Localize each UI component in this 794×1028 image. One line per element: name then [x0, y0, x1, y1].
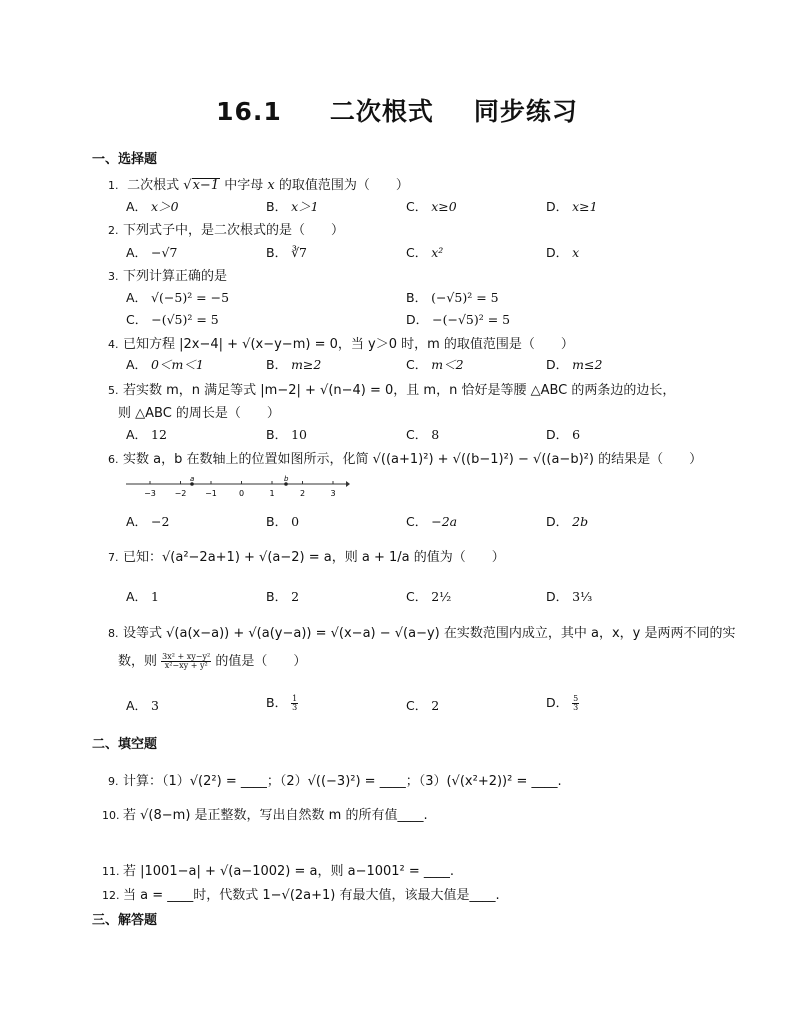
question-4: 4. 已知方程 |2x−4| + √(x−y−m) = 0，当 y＞0 时，m 的取值范围是（ ）	[108, 337, 574, 352]
option-a: A． −√7	[126, 245, 178, 260]
question-3: 3. 下列计算正确的是	[108, 269, 228, 284]
option-b: B． m≥2	[266, 357, 322, 372]
option-a: A． 1	[126, 589, 159, 604]
option-a: A． 3	[126, 698, 159, 713]
option-d: D． x	[546, 245, 580, 260]
question-6: 6. 实数 a，b 在数轴上的位置如图所示，化简 √((a+1)²) + √((b−1)²) − √((a−b)²) 的结果是（ ）	[108, 452, 703, 467]
number-line-tick-label: 1	[269, 489, 275, 498]
option-c: C． 8	[406, 427, 440, 442]
variable: x	[267, 178, 275, 193]
option-d: D． $\frac{5}{3}$	[546, 694, 579, 712]
option-c: C． 2½	[406, 589, 452, 604]
question-text: 中字母	[224, 178, 264, 193]
question-text: 二次根式	[127, 178, 180, 193]
radicand: x−1	[192, 178, 220, 193]
option-d: D． 3⅓	[546, 589, 593, 604]
option-d: D． 6	[546, 427, 581, 442]
number-line-tick-label: −2	[174, 489, 187, 498]
option-a: A． 12	[126, 427, 167, 442]
option-b: B． (−√5)² = 5	[406, 290, 499, 305]
page-title	[0, 92, 794, 128]
number-line-tick-label: 2	[299, 489, 306, 498]
question-9: 9. 计算：（1）√(2²) = ____；（2）√((−3)²) = ____；（3）(√(x²+2))² = ____.	[108, 774, 562, 789]
section-heading-choice: 一、选择题	[92, 152, 158, 167]
option-c: C． −(√5)² = 5	[126, 312, 219, 327]
point-a-label: a	[190, 475, 195, 483]
section-heading-fill: 二、填空题	[92, 737, 158, 752]
option-c: C． −2a	[406, 514, 458, 529]
question-8-line-2: 数，则 $\frac{\text{3x² + xy−y²}}{\text{x²−xy + y²}}$ 的值是（ ）	[118, 652, 307, 670]
option-b: B． $\frac{1}{3}$	[266, 694, 298, 712]
section-heading-solve: 三、解答题	[92, 913, 158, 928]
question-7: 7. 已知：√(a²−2a+1) + √(a−2) = a，则 a + 1/a 的值为（ ）	[108, 550, 505, 565]
title-number: 16.1	[216, 97, 282, 126]
number-line-tick-label: −1	[205, 489, 217, 498]
option-c: C． 2	[406, 698, 440, 713]
fraction: $\frac{\text{3x² + xy−y²}}{\text{x²−xy + y²}}$	[162, 652, 211, 670]
number-line-tick-label: 3	[330, 489, 336, 498]
question-11: 11. 若 |1001−a| + √(a−1002) = a，则 a−1001² = ____.	[102, 864, 455, 879]
option-c: C． x≥0	[406, 199, 457, 214]
number-line-tick-label: 0	[238, 489, 245, 498]
option-c: C． m＜2	[406, 357, 464, 372]
option-c: C． x²	[406, 245, 444, 260]
question-12: 12. 当 a = ____时，代数式 1−√(2a+1) 有最大值，该最大值是____.	[102, 888, 500, 903]
title-part1: 二次根式	[329, 97, 434, 126]
option-a: A． √(−5)² = −5	[126, 290, 230, 305]
option-d: D． −(−√5)² = 5	[406, 312, 511, 327]
question-1: 1. 二次根式 √x−1 中字母 x 的取值范围为（ ）	[108, 178, 409, 193]
question-text: 的取值范围为（ ）	[278, 178, 409, 193]
question-number: 1.	[108, 179, 119, 192]
option-b: B． 2	[266, 589, 300, 604]
question-10: 10. 若 √(8−m) 是正整数，写出自然数 m 的所有值____.	[102, 808, 428, 823]
option-b: B． 0	[266, 514, 300, 529]
title-part2: 同步练习	[473, 97, 578, 126]
option-b: B． x＞1	[266, 199, 319, 214]
question-5: 5. 若实数 m，n 满足等式 |m−2| + √(n−4) = 0，且 m，n 恰好是等腰 △ABC 的两条边的边长，	[108, 383, 676, 398]
option-a: A． x＞0	[126, 199, 179, 214]
option-b: B． ∛7	[266, 245, 307, 260]
option-d: D． x≥1	[546, 199, 598, 214]
point-b-label: b	[284, 475, 289, 483]
option-a: A． −2	[126, 514, 170, 529]
number-line-tick-label: −3	[144, 489, 156, 498]
option-a: A． 0＜m＜1	[126, 357, 204, 372]
option-d: D． m≤2	[546, 357, 603, 372]
number-line	[124, 472, 350, 502]
question-8: 8. 设等式 √(a(x−a)) + √(a(y−a)) = √(x−a) − √(a−y) 在实数范围内成立，其中 a，x，y 是两两不同的实	[108, 626, 736, 641]
option-b: B． 10	[266, 427, 307, 442]
option-d: D． 2b	[546, 514, 589, 529]
question-5-line-2: 则 △ABC 的周长是（ ）	[118, 406, 280, 421]
question-2: 2. 下列式子中，是二次根式的是（ ）	[108, 223, 345, 238]
